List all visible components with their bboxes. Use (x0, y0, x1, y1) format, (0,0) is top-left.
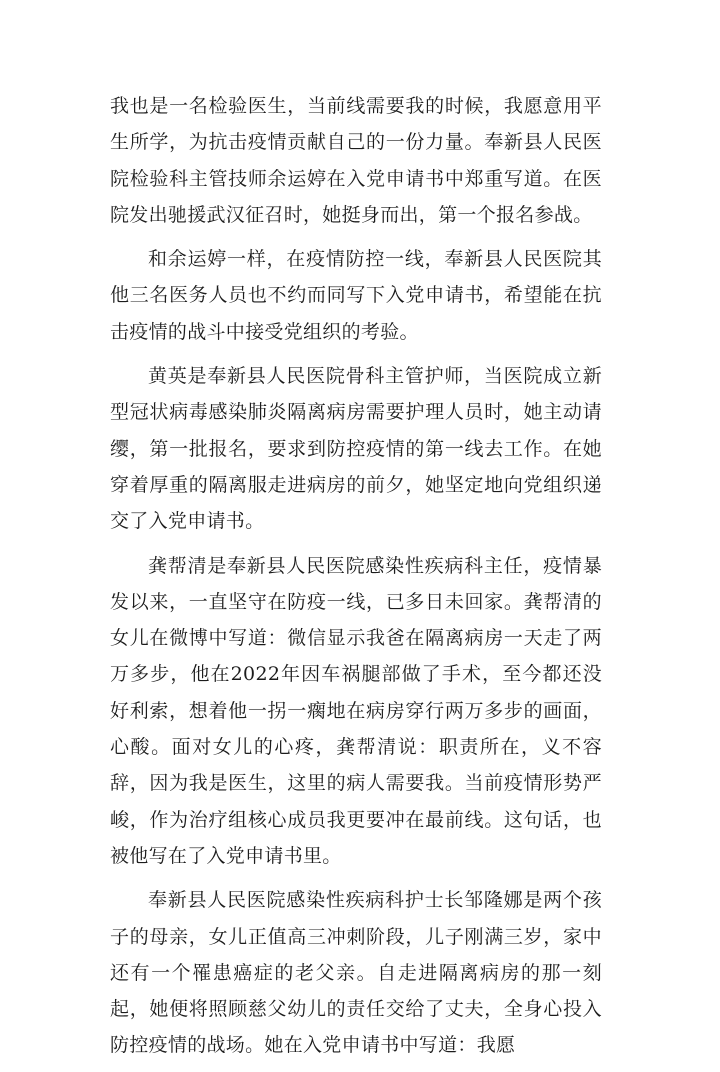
paragraph: 龚帮清是奉新县人民医院感染性疾病科主任，疫情暴发以来，一直坚守在防疫一线，已多日未回家。龚帮清的女儿在微博中写道：微信显示我爸在隔离病房一天走了两万多步，他在2022年因车祸腿部做了手术，至今都还没好利索，想着他一拐一瘸地在病房穿行两万多步的画面，心酸。面对女儿的心疼，龚帮清说：职责所在，义不容辞，因为我是医生，这里的病人需要我。当前疫情形势严峻，作为治疗组核心成员我更要冲在最前线。这句话，也被他写在了入党申请书里。 (110, 554, 602, 867)
paragraph: 黄英是奉新县人民医院骨科主管护师，当医院成立新型冠状病毒感染肺炎隔离病房需要护理人员时，她主动请缨，第一批报名，要求到防控疫情的第一线去工作。在她穿着厚重的隔离服走进病房的前夕，她坚定地向党组织递交了入党申请书。 (110, 365, 602, 533)
document-page (110, 88, 602, 1072)
paragraph: 和余运婷一样，在疫情防控一线，奉新县人民医院其他三名医务人员也不约而同写下入党申请书，希望能在抗击疫情的战斗中接受党组织的考验。 (110, 248, 602, 343)
paragraph: 我也是一名检验医生，当前线需要我的时候，我愿意用平生所学，为抗击疫情贡献自己的一份力量。奉新县人民医院检验科主管技师余运婷在入党申请书中郑重写道。在医院发出驰援武汉征召时，她挺身而出，第一个报名参战。 (110, 95, 602, 226)
paragraph: 奉新县人民医院感染性疾病科护士长邹隆娜是两个孩子的母亲，女儿正值高三冲刺阶段，儿子刚满三岁，家中还有一个罹患癌症的老父亲。自走进隔离病房的那一刻起，她便将照顾慈父幼儿的责任交给了丈夫，全身心投入防控疫情的战场。她在入党申请书中写道：我愿 (110, 889, 602, 1057)
